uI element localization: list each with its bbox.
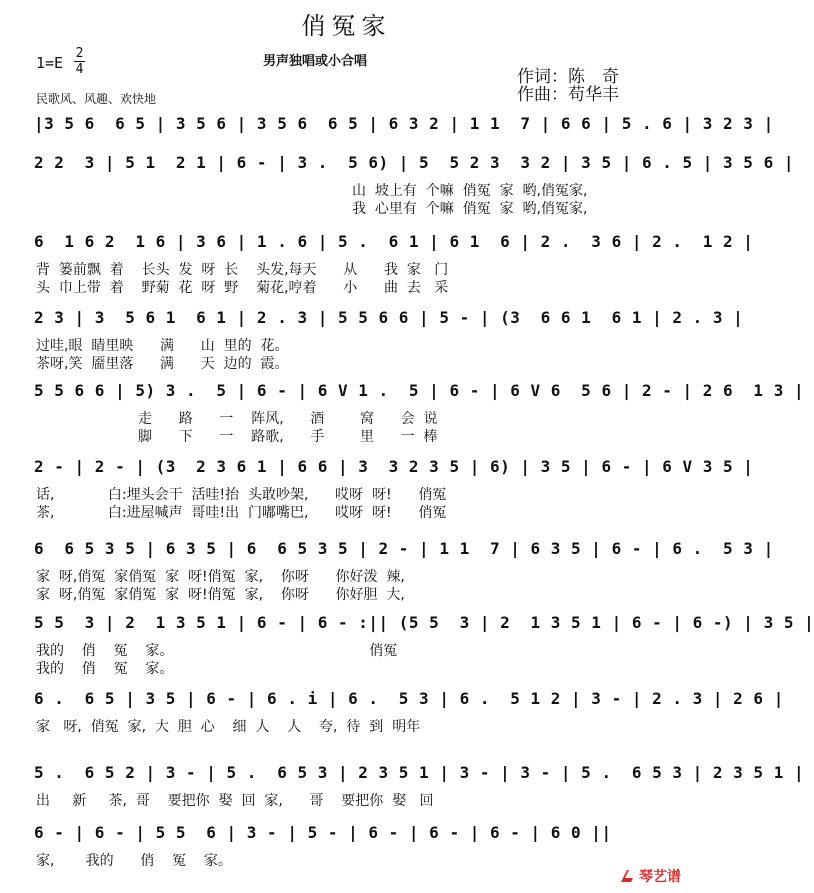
notation-line-3: 6 1 6 2 1 6 | 3 6 | 1 . 6 | 5 . 6 1 | 6 1 6 | 2 . 3 6 | 2 . 1 2 |: [34, 232, 754, 251]
lyric-line-7-verse-2: 家 呀,俏冤 家俏冤 家 呀!俏冤 家, 你呀 你好胆 大,: [36, 587, 405, 603]
lyric-line-8-verse-1: 我的 俏 冤 家。 俏冤: [36, 643, 398, 659]
lyric-line-11-verse-1: 家, 我的 俏 冤 家。: [36, 853, 232, 869]
lyric-line-5-verse-2: 脚 下 一 路歌, 手 里 一 棒: [138, 429, 438, 445]
time-signature-top: 2: [75, 46, 84, 61]
key-signature: 1=E: [36, 54, 64, 72]
subtitle: 男声独唱或小合唱: [263, 54, 368, 69]
lyric-line-3-verse-2: 头 巾上带 着 野菊 花 呀 野 菊花,哼着 小 曲 去 采: [36, 280, 449, 296]
lyric-line-7-verse-1: 家 呀,俏冤 家俏冤 家 呀!俏冤 家, 你呀 你好泼 辣,: [36, 569, 405, 585]
watermark-text: 琴艺谱: [639, 869, 681, 885]
time-signature: [74, 46, 85, 77]
lyric-line-4-verse-2: 茶呀,笑 靥里落 满 天 边的 霞。: [36, 356, 289, 372]
notation-line-5: 5 5 6 6 | 5) 3 . 5 | 6 - | 6 V 1 . 5 | 6 - | 6 V 6 5 6 | 2 - | 2 6 1 3 |: [34, 381, 805, 400]
notation-line-7: 6 6 5 3 5 | 6 3 5 | 6 6 5 3 5 | 2 - | 1 1 7 | 6 3 5 | 6 - | 6 . 5 3 |: [34, 539, 774, 558]
notation-line-6: 2 - | 2 - | (3 2 3 6 1 | 6 6 | 3 3 2 3 5 | 6) | 3 5 | 6 - | 6 V 3 5 |: [34, 457, 754, 476]
page-title: 俏冤家: [301, 12, 392, 40]
lyric-line-2-verse-1: 山 坡上有 个嘛 俏冤 家 哟,俏冤家,: [352, 183, 588, 199]
lyric-line-8-verse-2: 我的 俏 冤 家。: [36, 661, 174, 677]
notation-line-11: 6 - | 6 - | 5 5 6 | 3 - | 5 - | 6 - | 6 - | 6 - | 6 0 ||: [34, 823, 612, 842]
lyric-line-2-verse-2: 我 心里有 个嘛 俏冤 家 哟,俏冤家,: [352, 201, 588, 217]
lyric-line-9-verse-1: 家 呀, 俏冤 家, 大 胆 心 细 人 人 夸, 待 到 明年: [36, 719, 421, 735]
lyricist-credit: 作词：陈 奇: [517, 67, 619, 87]
notation-line-2: 2 2 3 | 5 1 2 1 | 6 - | 3 . 5 6) | 5 5 2 3 3 2 | 3 5 | 6 . 5 | 3 5 6 |: [34, 153, 794, 172]
time-signature-bottom: 4: [75, 62, 84, 77]
tempo-style: 民歌风、风趣、欢快地: [36, 92, 157, 106]
lyric-line-4-verse-1: 过哇,眼 睛里映 满 山 里的 花。: [36, 338, 289, 354]
notation-line-4: 2 3 | 3 5 6 1 6 1 | 2 . 3 | 5 5 6 6 | 5 - | (3 6 6 1 6 1 | 2 . 3 |: [34, 308, 744, 327]
watermark-logo: [618, 866, 681, 886]
music-note-logo-icon: [618, 867, 636, 885]
lyric-line-6-verse-2: 茶, 白:进屋喊声 哥哇!出 门嘟嘴巴, 哎呀 呀! 俏冤: [36, 505, 447, 521]
notation-line-9: 6 . 6 5 | 3 5 | 6 - | 6 . i | 6 . 5 3 | 6 . 5 1 2 | 3 - | 2 . 3 | 2 6 |: [34, 689, 784, 708]
notation-line-8: 5 5 3 | 2 1 3 5 1 | 6 - | 6 - :|| (5 5 3 | 2 1 3 5 1 | 6 - | 6 -) | 3 5 |: [34, 613, 814, 632]
lyric-line-6-verse-1: 话, 白:埋头会干 活哇!抬 头敢吵架, 哎呀 呀! 俏冤: [36, 487, 447, 503]
composer-credit: 作曲：苟华丰: [517, 85, 619, 105]
notation-line-10: 5 . 6 5 2 | 3 - | 5 . 6 5 3 | 2 3 5 1 | 3 - | 3 - | 5 . 6 5 3 | 2 3 5 1 |: [34, 763, 805, 782]
lyric-line-5-verse-1: 走 路 一 阵风, 酒 窝 会 说: [138, 411, 438, 427]
lyric-line-3-verse-1: 背 篓前飘 着 长头 发 呀 长 头发,每天 从 我 家 门: [36, 262, 449, 278]
notation-line-1: |3 5 6 6 5 | 3 5 6 | 3 5 6 6 5 | 6 3 2 | 1 1 7 | 6 6 | 5 . 6 | 3 2 3 |: [34, 114, 774, 133]
lyric-line-10-verse-1: 出 新 茶, 哥 要把你 娶 回 家, 哥 要把你 娶 回: [36, 793, 434, 809]
